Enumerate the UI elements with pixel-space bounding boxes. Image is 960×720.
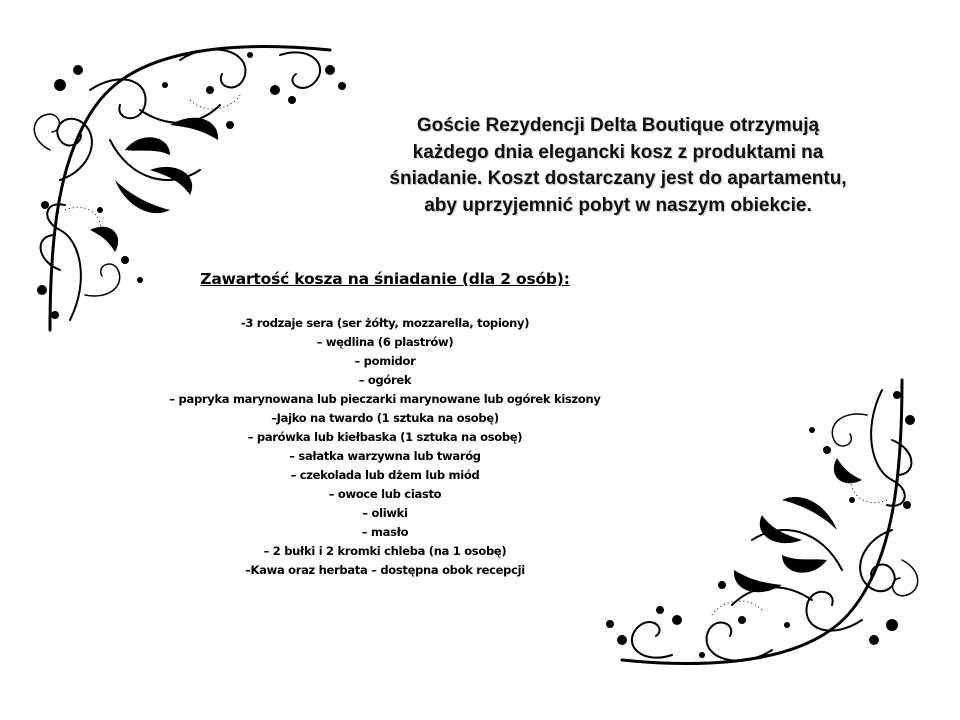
menu-items-list <box>120 314 650 580</box>
menu-item: – parówka lub kiełbaska (1 sztuka na osobę) <box>247 430 523 444</box>
menu-item: –Kawa oraz herbata – dostępna obok recepcji <box>245 563 525 577</box>
intro-paragraph: Goście Rezydencji Delta Boutique otrzymują każdego dnia elegancki kosz z produktami na śniadanie. Koszt dostarczany jest do apartamentu, aby uprzyjemnić pobyt w naszym obiekcie. <box>389 115 847 216</box>
breakfast-basket-section <box>120 270 650 580</box>
menu-item: – masło <box>361 525 409 539</box>
menu-item: – papryka marynowana lub pieczarki marynowane lub ogórek kiszony <box>169 392 601 406</box>
menu-item: – pomidor <box>354 354 416 368</box>
menu-item: – 2 bułki i 2 kromki chleba (na 1 osobę) <box>263 544 507 558</box>
menu-item: – sałatka warzywna lub twaróg <box>289 449 481 463</box>
menu-heading: Zawartość kosza na śniadanie (dla 2 osób): <box>200 270 570 288</box>
menu-item: -3 rodzaje sera (ser żółty, mozzarella, topiony) <box>240 316 530 330</box>
menu-item: – owoce lub ciasto <box>328 487 442 501</box>
menu-item: – wędlina (6 plastrów) <box>316 335 454 349</box>
menu-item: – oliwki <box>362 506 408 520</box>
menu-item: –Jajko na twardo (1 sztuka na osobę) <box>271 411 499 425</box>
menu-item: – czekolada lub dżem lub miód <box>290 468 480 482</box>
menu-item: – ogórek <box>358 373 412 387</box>
